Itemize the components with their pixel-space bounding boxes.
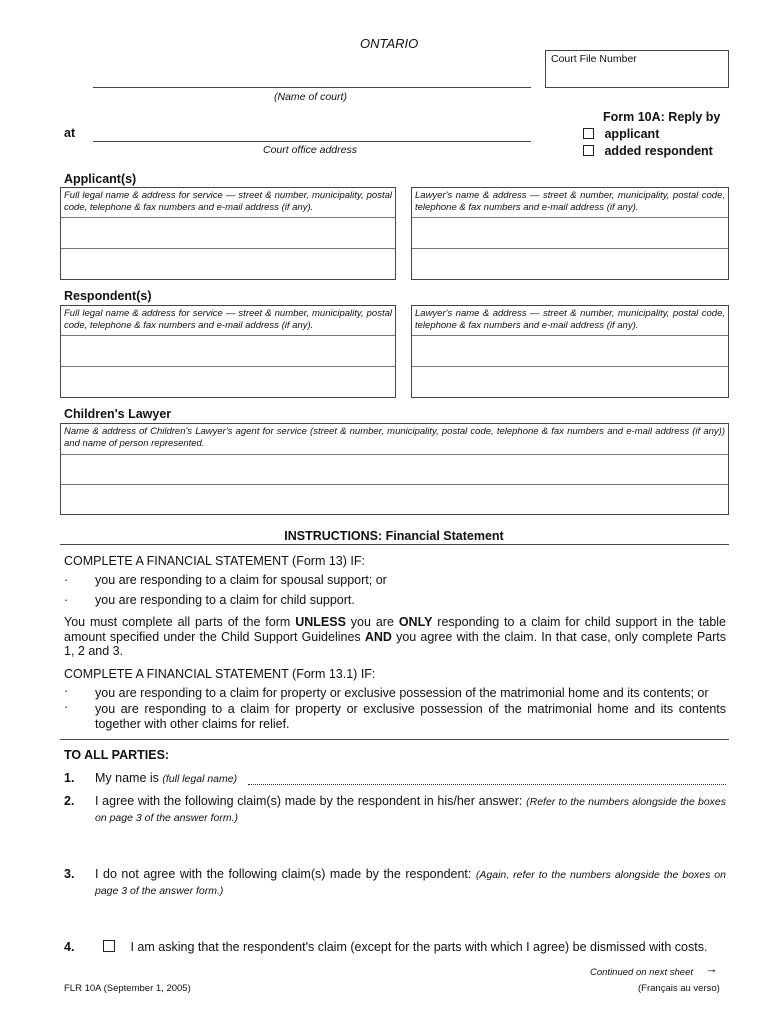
added-respondent-checkbox[interactable] bbox=[583, 145, 594, 156]
item3-claims-field[interactable] bbox=[95, 898, 726, 934]
continued-note: Continued on next sheet bbox=[590, 967, 693, 978]
option-added-respondent-label: added respondent bbox=[604, 144, 713, 158]
item2-text: I agree with the following claim(s) made by the respondent in his/her answer: (Refer to the numbers alongside the boxes on page 3 of the answer form.) bbox=[95, 794, 726, 824]
item1-text: My name is (full legal name) bbox=[95, 771, 238, 785]
item2-claims-field[interactable] bbox=[95, 826, 726, 864]
applicant-lawyer-row-1[interactable] bbox=[412, 217, 728, 249]
unless-paragraph: You must complete all parts of the form UNLESS you are ONLY responding to a claim for child support in the table amount specified under the Child Support Guidelines AND you agree with the claim. In that case, only complete Parts 1, 2 and 3. bbox=[64, 615, 726, 658]
court-file-number-box[interactable] bbox=[545, 50, 729, 88]
applicant-lawyer-row-2[interactable] bbox=[412, 248, 728, 280]
item4-number: 4. bbox=[64, 940, 75, 954]
childrens-lawyer-row-1[interactable] bbox=[61, 454, 728, 485]
childrens-lawyer-heading: Children's Lawyer bbox=[64, 407, 172, 421]
respondent-party-label: Full legal name & address for service — street & number, municipality, postal code, telephone & fax numbers and e-mail address (if any). bbox=[64, 308, 392, 331]
full-legal-name-field[interactable] bbox=[248, 784, 726, 785]
respondent-party-box bbox=[60, 305, 396, 398]
item3-number: 3. bbox=[64, 867, 75, 881]
item4-row bbox=[103, 940, 707, 954]
applicant-party-box bbox=[60, 187, 396, 280]
respondent-party-row-1[interactable] bbox=[61, 335, 395, 367]
applicants-heading: Applicant(s) bbox=[64, 172, 137, 186]
form-identifier: FLR 10A (September 1, 2005) bbox=[64, 983, 191, 994]
respondent-party-row-2[interactable] bbox=[61, 366, 395, 398]
option-applicant bbox=[583, 127, 659, 141]
parties-rule bbox=[60, 739, 729, 740]
option-added-respondent bbox=[583, 144, 713, 158]
form-title: Form 10A: Reply by bbox=[603, 110, 721, 124]
court-address-line[interactable] bbox=[93, 141, 531, 142]
court-address-caption: Court office address bbox=[263, 144, 357, 156]
applicant-lawyer-box bbox=[411, 187, 729, 280]
form13-bullet2: you are responding to a claim for child support. bbox=[95, 593, 355, 607]
arrow-right-icon: → bbox=[705, 961, 718, 976]
court-file-number-label: Court File Number bbox=[551, 53, 637, 65]
respondent-lawyer-label: Lawyer's name & address — street & number, municipality, postal code, telephone & fax numbers and e-mail address (if any). bbox=[415, 308, 725, 331]
respondent-lawyer-row-1[interactable] bbox=[412, 335, 728, 367]
form131-bullet2-glyph: · bbox=[64, 700, 69, 714]
instructions-title: INSTRUCTIONS: Financial Statement bbox=[284, 529, 504, 543]
form13-heading: COMPLETE A FINANCIAL STATEMENT (Form 13) IF: bbox=[64, 554, 365, 568]
form13-bullet1: you are responding to a claim for spousal support; or bbox=[95, 573, 387, 587]
item4-text: I am asking that the respondent's claim (except for the parts with which I agree) be dismissed with costs. bbox=[130, 940, 708, 954]
respondent-lawyer-row-2[interactable] bbox=[412, 366, 728, 398]
item2-number: 2. bbox=[64, 794, 75, 808]
parties-heading: TO ALL PARTIES: bbox=[64, 748, 170, 762]
childrens-lawyer-row-2[interactable] bbox=[61, 484, 728, 515]
respondents-heading: Respondent(s) bbox=[64, 289, 152, 303]
at-label: at bbox=[64, 126, 76, 140]
childrens-lawyer-label: Name & address of Children's Lawyer's agent for service (street & number, municipality, postal code, telephone & fax numbers and e-mail address (if any)) and name of person represented. bbox=[64, 426, 725, 449]
court-name-caption: (Name of court) bbox=[274, 91, 347, 103]
province-title: ONTARIO bbox=[360, 36, 419, 51]
form131-bullet2: you are responding to a claim for property or exclusive possession of the matrimonial home and its contents together with other claims for relief. bbox=[95, 702, 726, 731]
dismiss-claim-checkbox[interactable] bbox=[103, 940, 115, 952]
option-applicant-label: applicant bbox=[604, 127, 660, 141]
form13-bullet2-glyph: · bbox=[64, 593, 69, 607]
childrens-lawyer-box bbox=[60, 423, 729, 515]
applicant-party-row-1[interactable] bbox=[61, 217, 395, 249]
court-name-line[interactable] bbox=[93, 87, 531, 88]
item3-text: I do not agree with the following claim(s) made by the respondent: (Again, refer to the numbers alongside the boxes on page 3 of the answer form.) bbox=[95, 867, 726, 897]
french-version-note: (Français au verso) bbox=[638, 983, 720, 994]
form131-bullet1-glyph: · bbox=[64, 684, 69, 698]
form131-bullet1: you are responding to a claim for property or exclusive possession of the matrimonial home and its contents; or bbox=[95, 686, 709, 700]
respondent-lawyer-box bbox=[411, 305, 729, 398]
applicant-party-label: Full legal name & address for service — street & number, municipality, postal code, telephone & fax numbers and e-mail address (if any). bbox=[64, 190, 392, 213]
instructions-rule bbox=[60, 544, 729, 545]
applicant-checkbox[interactable] bbox=[583, 128, 594, 139]
form131-heading: COMPLETE A FINANCIAL STATEMENT (Form 13.1) IF: bbox=[64, 667, 376, 681]
item1-number: 1. bbox=[64, 771, 75, 785]
applicant-party-row-2[interactable] bbox=[61, 248, 395, 280]
applicant-lawyer-label: Lawyer's name & address — street & number, municipality, postal code, telephone & fax numbers and e-mail address (if any). bbox=[415, 190, 725, 213]
form13-bullet1-glyph: · bbox=[64, 573, 69, 587]
